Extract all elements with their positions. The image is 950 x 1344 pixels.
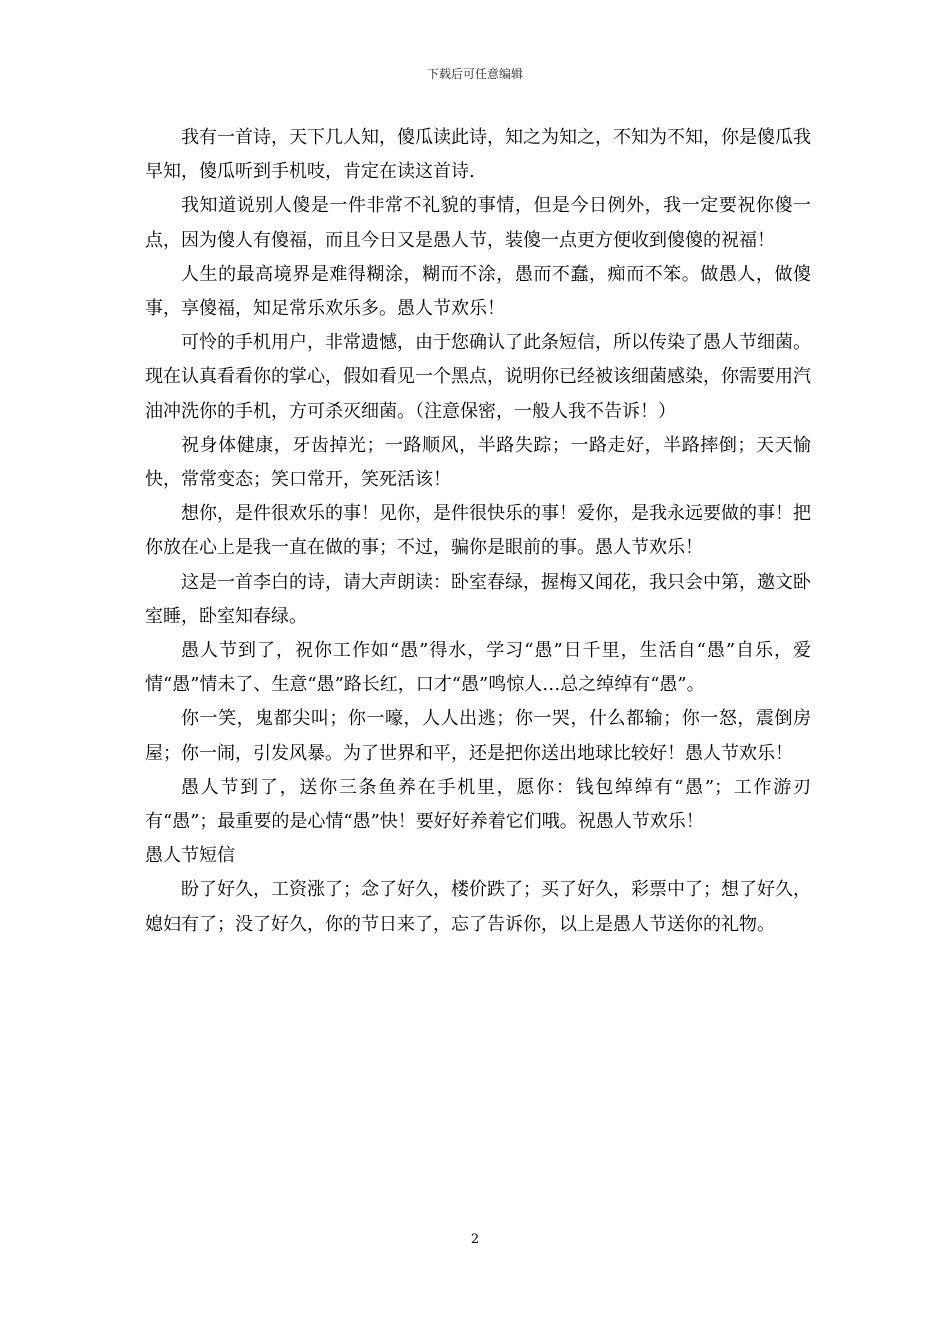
- paragraph-9: 你一笑，鬼都尖叫；你一嚎，人人出逃；你一哭，什么都输；你一怒，震倒房屋；你一闹，引发风暴。为了世界和平，还是把你送出地球比较好！愚人节欢乐！: [145, 708, 811, 764]
- paragraph-11: 盼了好久，工资涨了；念了好久，楼价跌了；买了好久，彩票中了；想了好久，媳妇有了；没了好久，你的节日来了，忘了告诉你，以上是愚人节送你的礼物。: [145, 879, 811, 935]
- paragraph-1: 我有一首诗，天下几人知，傻瓜读此诗，知之为知之，不知为不知，你是傻瓜我早知，傻瓜听到手机吱，肯定在读这首诗.: [145, 127, 811, 183]
- paragraph-2: 我知道说别人傻是一件非常不礼貌的事情，但是今日例外，我一定要祝你傻一点，因为傻人有傻福，而且今日又是愚人节，装傻一点更方便收到傻傻的祝福！: [145, 195, 811, 251]
- paragraph-10: 愚人节到了，送你三条鱼养在手机里，愿你：钱包绰绰有“愚”；工作游刃有“愚”；最重要的是心情“愚”快！要好好养着它们哦。祝愚人节欢乐！: [145, 776, 811, 833]
- section-title: 愚人节短信: [145, 845, 235, 867]
- page-header: 下载后可任意编辑: [426, 67, 523, 81]
- paragraph-3: 人生的最高境界是难得糊涂，糊而不涂，愚而不蠢，痴而不笨。做愚人，做傻事，享傻福，知足常乐欢乐多。愚人节欢乐！: [145, 263, 811, 320]
- paragraph-4: 可怜的手机用户，非常遗憾，由于您确认了此条短信，所以传染了愚人节细菌。现在认真看看你的掌心，假如看见一个黑点，说明你已经被该细菌感染，你需要用汽油冲洗你的手机，方可杀灭细菌。（注意保密，一般人我不告诉！）: [145, 332, 811, 422]
- document-body: [145, 121, 811, 942]
- paragraph-8: 愚人节到了，祝你工作如“愚”得水，学习“愚”日千里，生活自“愚”自乐，爱情“愚”情未了、生意“愚”路长红，口才“愚”鸣惊人…总之绰绰有“愚”。: [145, 640, 811, 696]
- page-number: 2: [470, 1232, 480, 1247]
- paragraph-5: 祝身体健康，牙齿掉光；一路顺风，半路失踪；一路走好，半路摔倒；天天愉快，常常变态；笑口常开，笑死活该！: [145, 434, 811, 491]
- paragraph-7: 这是一首李白的诗，请大声朗读：卧室春绿，握梅又闻花，我只会中第，邀文卧室睡，卧室知春绿。: [145, 571, 811, 627]
- paragraph-6: 想你，是件很欢乐的事！见你，是件很快乐的事！爱你，是我永远要做的事！把你放在心上是我一直在做的事；不过，骗你是眼前的事。愚人节欢乐！: [145, 503, 811, 559]
